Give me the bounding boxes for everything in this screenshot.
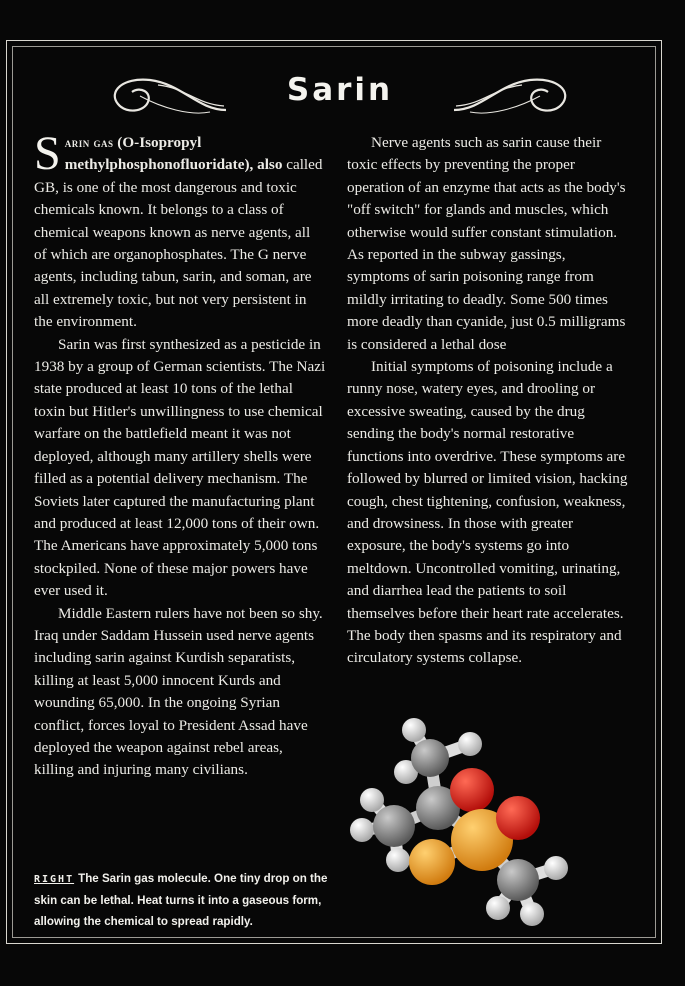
intro-paragraph — [34, 127, 326, 334]
image-caption — [34, 868, 334, 932]
sarin-molecule-model — [342, 708, 582, 930]
page-title: Sarin — [286, 72, 394, 108]
drop-cap: S — [34, 127, 61, 180]
lead-in-bold: (O-Isopropyl methylphosphonofluoridate), also — [64, 134, 283, 174]
caption-text: The Sarin gas molecule. One tiny drop on the skin can be lethal. Heat turns it into a gaseous form, allowing the chemical to spread rapidly. — [34, 872, 328, 928]
caption-tag: RIGHT — [34, 874, 75, 885]
left-column — [34, 127, 326, 782]
swirl-flourish-icon — [452, 66, 580, 118]
intro-text: called GB, is one of the most dangerous and toxic chemicals known. It belongs to a class of chemical weapons known as nerve agents, all of which are organophosphates. The G nerve agents, including tabun, sarin, and soman, are all extremely toxic, but not very persistent in the environment. — [34, 156, 323, 331]
symptoms-paragraph: Initial symptoms of poisoning include a runny nose, watery eyes, and drooling or excessive sweating, caused by the drug sending the body's normal restorative functions into overdrive. These symptoms are followed by blurred or limited vision, hacking cough, chest tightening, confusion, weakness, and drowsiness. In those with greater exposure, the body's systems go into meltdown. Uncontrolled vomiting, urinating, and diarrhea lead the patients to soil themselves before their heart rate accelerates. The body then spasms and its respiratory and circulatory systems collapse. — [347, 358, 628, 667]
title-header — [90, 62, 590, 122]
lead-in-caps: arin gas — [64, 135, 114, 150]
right-column — [347, 132, 631, 670]
middle-east-paragraph: Middle Eastern rulers have not been so shy. Iraq under Saddam Hussein used nerve agents including sarin against Kurdish separatists, killing at least 5,000 innocent Kurds and wounding 65,000. In the ongoing Syrian conflict, forces loyal to President Assad have deployed the weapon against rebel areas, killing and injuring many civilians. — [34, 604, 323, 779]
mechanism-paragraph: Nerve agents such as sarin cause their toxic effects by preventing the proper operation of an enzyme that acts as the body's "off switch" for glands and muscles, which otherwise would suffer constant stimulation. As reported in the subway gassings, symptoms of sarin poisoning range from mildly irritating to deadly. Some 500 times more deadly than cyanide, just 0.5 milligrams is considered a lethal dose — [347, 134, 626, 353]
history-paragraph: Sarin was first synthesized as a pesticide in 1938 by a group of German scientists. The Nazi state produced at least 10 tons of the lethal toxin but Hitler's unwillingness to use chemical warfare on the battlefield meant it was not deployed, although many artillery shells were filled as a potential delivery mechanism. The Soviets later captured the manufacturing plant and produced at least 12,000 tons of their own. The Americans have approximately 5,000 tons stockpiled. None of these major powers have ever used it. — [34, 335, 326, 600]
